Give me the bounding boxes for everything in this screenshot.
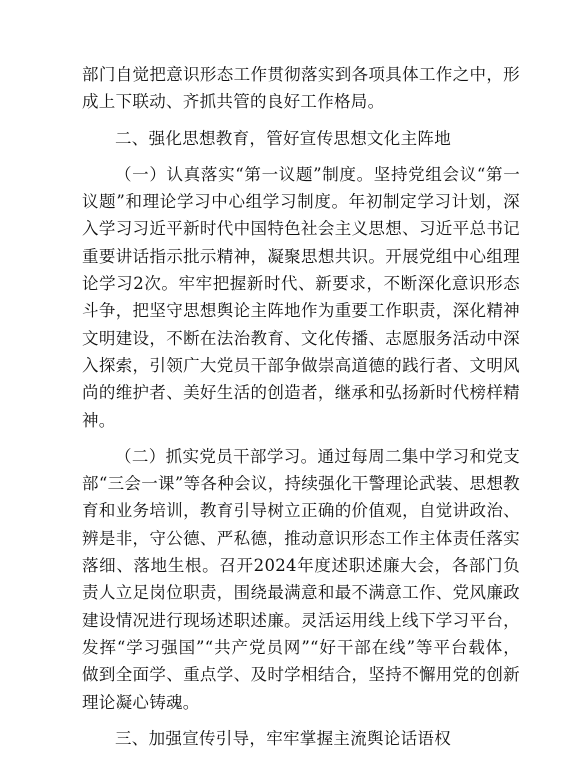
- paragraph-cadre-study: （二）抓实党员干部学习。通过每周二集中学习和党支部“三会一课”等各种会议，持续强化干警理论武装、思想教育和业务培训，教育引导树立正确的价值观，自觉讲政治、辨是非，守公德、严私德，推动意识形态工作主体责任落实落细、落地生根。召开2024年度述职述廉大会，各部门负责人立足岗位职责，围绕最满意和最不满意工作、党风廉政建设情况进行现场述职述廉。灵活运用线上线下学习平台，发挥“学习强国”“共产党员网”“好干部在线”等平台载体，做到全面学、重点学、及时学相结合，坚持不懈用党的创新理论凝心铸魂。: [82, 446, 520, 712]
- section-heading-2: 二、强化思想教育，管好宣传思想文化主阵地: [115, 128, 451, 148]
- section-heading-3: 三、加强宣传引导，牢牢掌握主流舆论话语权: [115, 728, 451, 748]
- paragraph-first-topic: （一）认真落实“第一议题”制度。坚持党组会议“第一议题”和理论学习中心组学习制度。年初制定学习计划，深入学习习近平新时代中国特色社会主义思想、习近平总书记重要讲话指示批示精神，凝聚思想共识。开展党组中心组理论学习2次。牢牢把握新时代、新要求，不断深化意识形态斗争，把坚守思想舆论主阵地作为重要工作职责，深化精神文明建设，不断在法治教育、文化传播、志愿服务活动中深入探索，引领广大党员干部争做崇高道德的践行者、文明风尚的维护者、美好生活的创造者，继承和弘扬新时代榜样精神。: [82, 164, 520, 430]
- paragraph-continuation: 部门自觉把意识形态工作贯彻落实到各项具体工作之中，形成上下联动、齐抓共管的良好工作格局。: [82, 65, 520, 112]
- document-body: [82, 61, 520, 761]
